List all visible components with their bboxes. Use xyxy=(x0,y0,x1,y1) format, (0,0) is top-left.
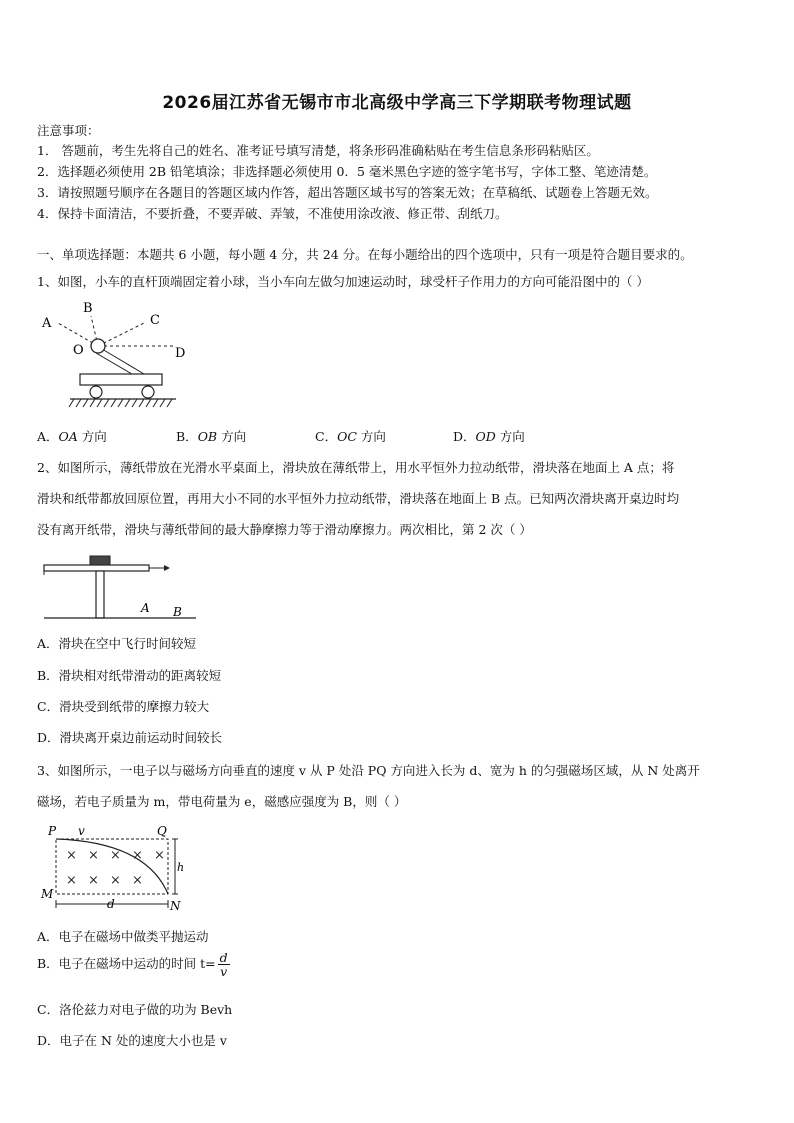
svg-text:×: × xyxy=(154,848,165,863)
svg-text:×: × xyxy=(132,848,143,863)
question-3-stem: 3、如图所示，一电子以与磁场方向垂直的速度 v 从 P 处沿 PQ 方向进入长为 d、宽为 h 的匀强磁场区域，从 N 处离开 xyxy=(37,763,700,778)
label-a: A xyxy=(141,601,150,615)
label-c: C xyxy=(150,313,160,328)
question-1-options xyxy=(37,427,757,445)
option-d[interactable]: D．滑块离开桌边前运动时间较长 xyxy=(37,730,223,745)
q2-table-figure xyxy=(36,548,206,624)
option-c[interactable]: C．洛伦兹力对电子做的功为 Bevh xyxy=(37,1002,233,1017)
fraction: $\frac{d}{v}$ xyxy=(219,950,228,979)
section-heading: 一、单项选择题：本题共 6 小题，每小题 4 分，共 24 分。在每小题给出的四个选项中，只有一项是符合题目要求的。 xyxy=(37,247,693,262)
label-p: P xyxy=(48,824,57,838)
label-b: B xyxy=(83,301,93,316)
option-b[interactable]: B．滑块相对纸带滑动的距离较短 xyxy=(37,668,222,683)
q3-magnetic-field-figure xyxy=(36,822,186,914)
page-title: 2026届江苏省无锡市市北高级中学高三下学期联考物理试题 xyxy=(162,93,632,113)
option-a[interactable]: A．电子在磁场中做类平抛运动 xyxy=(37,929,209,944)
option-a[interactable]: A．滑块在空中飞行时间较短 xyxy=(37,636,197,651)
option-c[interactable]: C．OC 方向 xyxy=(315,429,386,444)
notice-item: 1． 答题前，考生先将自己的姓名、准考证号填写清楚，将条形码准确粘贴在考生信息条形码粘贴区。 xyxy=(37,143,599,158)
option-d[interactable]: D．OD 方向 xyxy=(453,429,525,444)
svg-text:×: × xyxy=(88,848,99,863)
option-b[interactable]: B．OB 方向 xyxy=(176,429,247,444)
q1-cart-figure xyxy=(36,296,186,414)
svg-text:×: × xyxy=(110,848,121,863)
label-d: d xyxy=(107,897,115,911)
notice-item: 4．保持卡面清洁，不要折叠，不要弄破、弄皱，不准使用涂改液、修正带、刮纸刀。 xyxy=(37,206,508,221)
notice-heading: 注意事项： xyxy=(37,123,100,138)
question-2-stem: 2、如图所示，薄纸带放在光滑水平桌面上，滑块放在薄纸带上，用水平恒外力拉动纸带，滑块落在地面上 A 点；将 xyxy=(37,460,675,475)
question-2-stem: 滑块和纸带都放回原位置，再用大小不同的水平恒外力拉动纸带，滑块落在地面上 B 点。已知两次滑块离开桌边时均 xyxy=(37,491,680,506)
option-b[interactable]: B．电子在磁场中运动的时间 t= $\frac{d}{v}$ xyxy=(37,950,228,979)
label-v: v xyxy=(78,824,85,838)
label-n: N xyxy=(170,899,181,913)
question-3-stem: 磁场，若电子质量为 m，带电荷量为 e，磁感应强度为 B，则（ ） xyxy=(37,794,407,809)
label-q: Q xyxy=(157,824,167,838)
option-d[interactable]: D．电子在 N 处的速度大小也是 v xyxy=(37,1033,227,1048)
label-o: O xyxy=(73,343,84,358)
label-m: M xyxy=(41,887,54,901)
svg-text:×: × xyxy=(110,873,121,888)
label-d: D xyxy=(175,346,186,361)
svg-text:×: × xyxy=(132,873,143,888)
notice-item: 2．选择题必须使用 2B 铅笔填涂；非选择题必须使用 0．5 毫米黑色字迹的签字笔书写，字体工整、笔迹清楚。 xyxy=(37,164,657,179)
option-c[interactable]: C．滑块受到纸带的摩擦力较大 xyxy=(37,699,210,714)
svg-text:×: × xyxy=(66,848,77,863)
label-a: A xyxy=(42,316,52,331)
label-b: B xyxy=(173,605,182,619)
label-h: h xyxy=(177,861,185,874)
question-1-stem: 1、如图，小车的直杆顶端固定着小球，当小车向左做匀加速运动时，球受杆子作用力的方向可能沿图中的（ ） xyxy=(37,274,649,289)
option-a[interactable]: A．OA 方向 xyxy=(37,429,107,444)
notice-item: 3．请按照题号顺序在各题目的答题区域内作答，超出答题区域书写的答案无效；在草稿纸、试题卷上答题无效。 xyxy=(37,185,658,200)
question-2-stem: 没有离开纸带，滑块与薄纸带间的最大静摩擦力等于滑动摩擦力。两次相比，第 2 次（ ） xyxy=(37,522,532,537)
svg-text:×: × xyxy=(88,873,99,888)
svg-text:×: × xyxy=(66,873,77,888)
